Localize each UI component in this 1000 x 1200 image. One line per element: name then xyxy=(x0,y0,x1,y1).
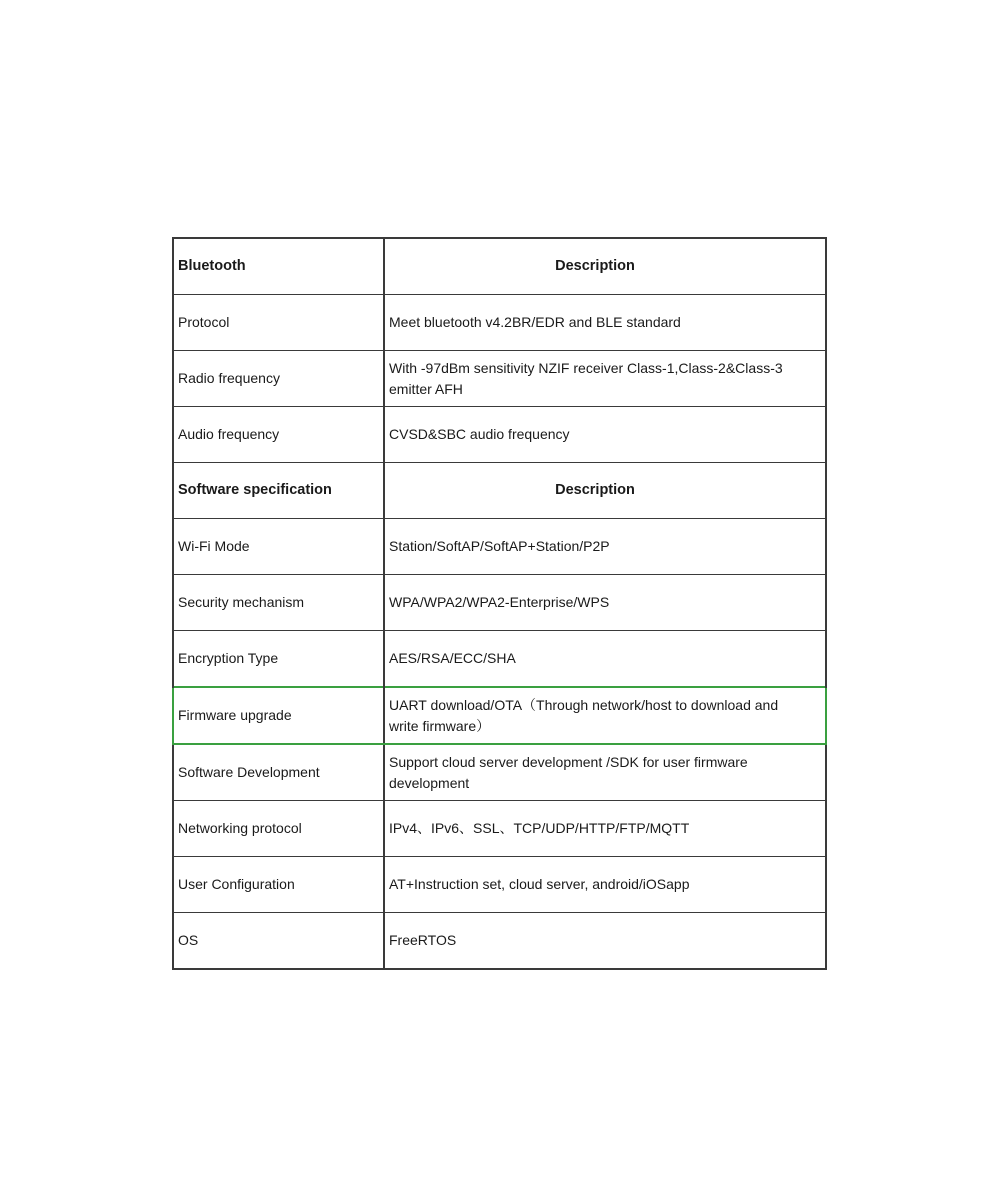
spec-value-cell[interactable]: FreeRTOS xyxy=(384,913,826,970)
spec-table xyxy=(172,237,827,970)
table-row xyxy=(173,295,826,351)
spec-value-cell[interactable]: UART download/OTA（Through network/host to download and write firmware） xyxy=(384,687,826,744)
spec-name-cell[interactable]: Firmware upgrade xyxy=(173,687,384,744)
selected-table-row xyxy=(173,687,826,744)
spec-name-cell[interactable]: Protocol xyxy=(173,295,384,351)
spec-name-cell[interactable]: Encryption Type xyxy=(173,631,384,688)
spec-value-cell[interactable]: Support cloud server development /SDK for user firmware development xyxy=(384,744,826,801)
spec-name-cell[interactable]: User Configuration xyxy=(173,857,384,913)
spec-value-cell[interactable]: With -97dBm sensitivity NZIF receiver Class-1,Class-2&Class-3 emitter AFH xyxy=(384,351,826,407)
table-row xyxy=(173,744,826,801)
spec-value-cell[interactable]: Meet bluetooth v4.2BR/EDR and BLE standard xyxy=(384,295,826,351)
spec-value-cell[interactable]: AT+Instruction set, cloud server, android/iOSapp xyxy=(384,857,826,913)
spec-name-cell[interactable]: Radio frequency xyxy=(173,351,384,407)
spec-name-cell[interactable]: Wi-Fi Mode xyxy=(173,519,384,575)
description-header-cell[interactable]: Description xyxy=(384,463,826,519)
table-row xyxy=(173,407,826,463)
table-row xyxy=(173,631,826,688)
spec-value-cell[interactable]: Station/SoftAP/SoftAP+Station/P2P xyxy=(384,519,826,575)
spec-name-cell[interactable]: Software Development xyxy=(173,744,384,801)
spec-name-cell[interactable]: Security mechanism xyxy=(173,575,384,631)
bluetooth-header-cell[interactable]: Bluetooth xyxy=(173,238,384,295)
description-header-cell[interactable]: Description xyxy=(384,238,826,295)
spec-name-cell[interactable]: Networking protocol xyxy=(173,801,384,857)
spec-name-cell[interactable]: OS xyxy=(173,913,384,970)
table-row xyxy=(173,913,826,970)
table-row xyxy=(173,519,826,575)
spec-value-cell[interactable]: CVSD&SBC audio frequency xyxy=(384,407,826,463)
table-row xyxy=(173,857,826,913)
table-row xyxy=(173,575,826,631)
spec-value-cell[interactable]: IPv4、IPv6、SSL、TCP/UDP/HTTP/FTP/MQTT xyxy=(384,801,826,857)
table-row xyxy=(173,801,826,857)
software-header-row xyxy=(173,463,826,519)
software-header-cell[interactable]: Software specification xyxy=(173,463,384,519)
spec-name-cell[interactable]: Audio frequency xyxy=(173,407,384,463)
table-row xyxy=(173,351,826,407)
bluetooth-header-row xyxy=(173,238,826,295)
spec-value-cell[interactable]: WPA/WPA2/WPA2-Enterprise/WPS xyxy=(384,575,826,631)
spec-value-cell[interactable]: AES/RSA/ECC/SHA xyxy=(384,631,826,688)
